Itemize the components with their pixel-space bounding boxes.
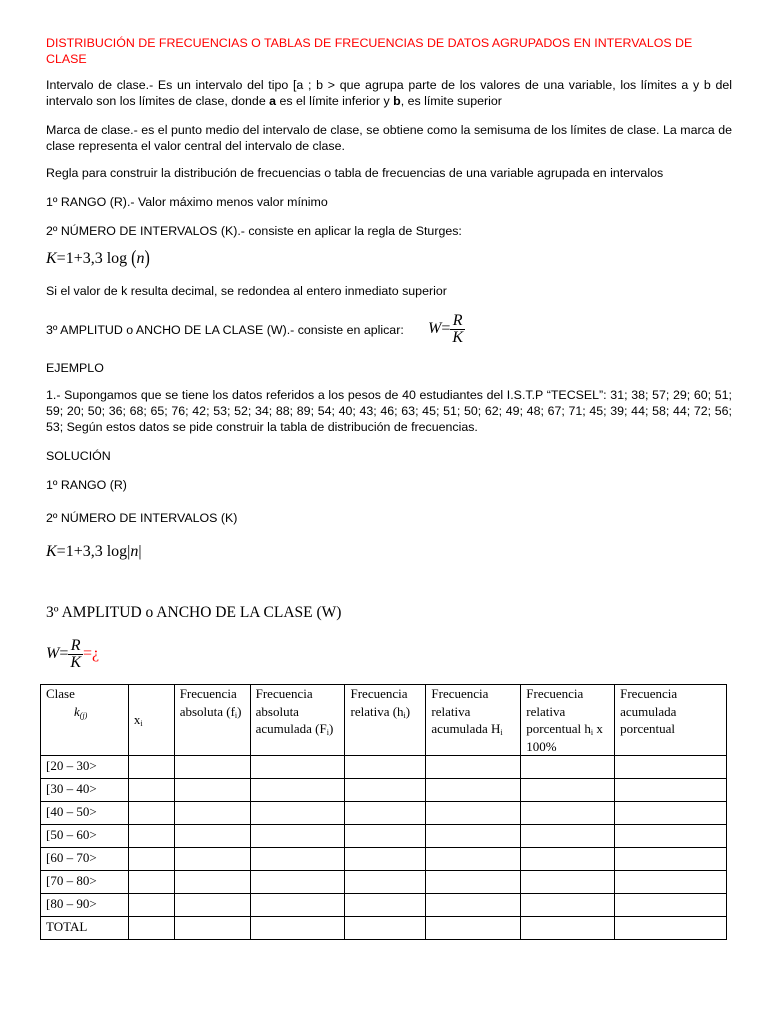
cell: [615, 802, 727, 825]
cell: [174, 756, 250, 779]
formula-fraction: [68, 638, 83, 671]
cell: [426, 825, 521, 848]
solucion-rango: 1º RANGO (R): [46, 478, 127, 492]
cell: [345, 871, 426, 894]
solucion-intervalos: 2º NÚMERO DE INTERVALOS (K): [46, 511, 238, 525]
frequency-table: [40, 684, 727, 940]
formula-tail: =¿: [83, 645, 100, 663]
problema-paragraph: 1.- Supongamos que se tiene los datos referidos a los pesos de 40 estudiantes del I.S.T.P “TECSEL”: 31; 38; 57; 29; 60; 51; 59; 20; 50; 36; 68; 65; 76; 42; 53; 52; 34; 88; 89; 54; 40; 43; 46; 63; 45; 51; 50; 62; 49; 48; 67; 71; 45; 39; 44; 58; 44; 72; 56; 53; Según estos datos se pide construir la tabla de distribución de frecuencias.: [46, 388, 732, 434]
cell: [174, 871, 250, 894]
cell: [426, 871, 521, 894]
limite-b: b: [393, 94, 401, 108]
cell: [521, 825, 615, 848]
cell: [128, 779, 174, 802]
cell: [615, 779, 727, 802]
cell: [128, 825, 174, 848]
formula-w: W: [428, 320, 442, 338]
cell: [128, 917, 174, 940]
cell: [521, 848, 615, 871]
cell: [521, 802, 615, 825]
table-row-total: [41, 917, 727, 940]
cell: [426, 917, 521, 940]
cell: [615, 894, 727, 917]
cell: [426, 756, 521, 779]
cell: [426, 779, 521, 802]
table-row: [41, 756, 727, 779]
header-frecuencia-absoluta-acumulada: [250, 685, 345, 756]
cell: [174, 825, 250, 848]
intervalo-text: Intervalo de clase.- Es un intervalo del tipo [a ; b > que agrupa parte de los valores de una variable, los límites a y b del intervalo son los límites de clase, donde: [46, 78, 732, 108]
cell: [345, 848, 426, 871]
sturges-formula-2: K=1+3,3 log|n|: [46, 543, 142, 560]
redondeo-note: Si el valor de k resulta decimal, se redondea al entero inmediato superior: [46, 284, 447, 298]
cell: [250, 825, 345, 848]
formula-fraction: [450, 313, 465, 346]
row-total-label: TOTAL: [41, 917, 129, 940]
row-clase: [20 – 30>: [41, 756, 129, 779]
cell: [174, 779, 250, 802]
cell: [250, 848, 345, 871]
header-fa-label: Frecuencia absoluta (f: [179, 686, 237, 719]
intervalo-paragraph: [46, 77, 732, 109]
cell: [174, 894, 250, 917]
header-frp-end: x 100%: [526, 721, 603, 754]
cell: [250, 756, 345, 779]
cell: [426, 848, 521, 871]
header-k-sub: (j): [79, 710, 88, 720]
cell: [345, 779, 426, 802]
row-clase: [40 – 50>: [41, 802, 129, 825]
cell: [250, 894, 345, 917]
formula-n: n: [130, 543, 139, 560]
limite-a: a: [269, 94, 277, 108]
formula-w: W: [46, 645, 60, 663]
header-k: k: [74, 703, 80, 719]
header-fap-label: Frecuencia acumulada porcentual: [620, 686, 678, 736]
cell: [128, 802, 174, 825]
formula-n: n: [136, 250, 145, 267]
cell: [521, 779, 615, 802]
table-header-row: [41, 685, 727, 756]
cell: [521, 756, 615, 779]
paso-amplitud: 3º AMPLITUD o ANCHO DE LA CLASE (W).- consiste en aplicar:: [46, 323, 404, 337]
cell: [521, 871, 615, 894]
header-clase-k: [46, 704, 87, 719]
cell: [250, 917, 345, 940]
header-fr-label: Frecuencia relativa (h: [350, 686, 408, 719]
table-row: [41, 779, 727, 802]
header-frp-sub: i: [590, 728, 594, 737]
header-fra-sub: i: [500, 728, 503, 737]
cell: [615, 917, 727, 940]
formula-w-eq: =: [441, 320, 451, 338]
amplitud-formula-2: [46, 638, 99, 671]
fraction-numerator: R: [68, 638, 83, 655]
solucion-amplitud: 3º AMPLITUD o ANCHO DE LA CLASE (W): [46, 604, 342, 621]
table-row: [41, 894, 727, 917]
header-xi: [128, 685, 174, 756]
fraction-denominator: K: [70, 654, 82, 671]
intervalo-text-end: , es límite superior: [400, 94, 502, 108]
header-fr-sub: i: [403, 710, 406, 720]
cell: [521, 917, 615, 940]
formula-k: K: [46, 543, 57, 560]
header-frecuencia-relativa-porcentual: [521, 685, 615, 756]
paso-intervalos: 2º NÚMERO DE INTERVALOS (K).- consiste en aplicar la regla de Sturges:: [46, 224, 462, 238]
cell: [426, 894, 521, 917]
table-row: [41, 825, 727, 848]
header-frp-label: Frecuencia relativa porcentual h: [526, 686, 591, 736]
table-row: [41, 871, 727, 894]
header-xi-sub: i: [140, 719, 143, 729]
header-frecuencia-relativa-acumulada: [426, 685, 521, 756]
document-title: DISTRIBUCIÓN DE FRECUENCIAS O TABLAS DE FRECUENCIAS DE DATOS AGRUPADOS EN INTERVALOS DE CLASE: [46, 36, 693, 66]
header-xi-label: x: [133, 712, 141, 728]
amplitud-formula: [428, 313, 465, 346]
cell: [615, 825, 727, 848]
cell: [128, 894, 174, 917]
header-fra-label: Frecuencia relativa acumulada H: [431, 686, 501, 736]
cell: [250, 802, 345, 825]
row-clase: [50 – 60>: [41, 825, 129, 848]
header-fa-end: ): [237, 703, 242, 719]
ejemplo-heading: EJEMPLO: [46, 361, 104, 375]
cell: [615, 848, 727, 871]
header-fa-sub: i: [234, 710, 238, 720]
cell: [426, 802, 521, 825]
marca-paragraph: Marca de clase.- es el punto medio del intervalo de clase, se obtiene como la semisuma de los límites de clase. La marca de clase representa el valor central del intervalo de clase.: [46, 123, 732, 153]
header-frecuencia-acumulada-porcentual: [615, 685, 727, 756]
header-clase-label: Clase: [46, 686, 75, 701]
header-faa-end: ): [328, 721, 334, 736]
row-clase: [80 – 90>: [41, 894, 129, 917]
cell: [345, 894, 426, 917]
regla-paragraph: Regla para construir la distribución de frecuencias o tabla de frecuencias de una variable agrupada en intervalos: [46, 166, 664, 180]
solucion-heading: SOLUCIÓN: [46, 449, 111, 463]
cell: [128, 756, 174, 779]
header-faa-sub: i: [326, 728, 329, 737]
fraction-numerator: R: [450, 313, 465, 330]
cell: [174, 917, 250, 940]
row-clase: [60 – 70>: [41, 848, 129, 871]
header-clase: [41, 685, 129, 756]
formula-k: K: [46, 250, 57, 267]
header-frecuencia-relativa: [345, 685, 426, 756]
formula-w-eq: =: [59, 645, 69, 663]
cell: [250, 779, 345, 802]
header-faa-label: Frecuencia absoluta acumulada (F: [255, 686, 327, 736]
row-clase: [70 – 80>: [41, 871, 129, 894]
header-frecuencia-absoluta: [174, 685, 250, 756]
cell: [174, 848, 250, 871]
cell: [345, 825, 426, 848]
row-clase: [30 – 40>: [41, 779, 129, 802]
cell: [345, 802, 426, 825]
sturges-formula: K=1+3,3 log (n): [46, 247, 150, 269]
formula-k-expr: =1+3,3 log: [56, 250, 128, 267]
cell: [174, 802, 250, 825]
cell: [345, 756, 426, 779]
cell: [345, 917, 426, 940]
cell: [615, 756, 727, 779]
table-row: [41, 802, 727, 825]
header-fr-end: ): [405, 703, 411, 719]
table-row: [41, 848, 727, 871]
formula-k-expr: =1+3,3 log: [56, 543, 128, 560]
fraction-denominator: K: [452, 329, 464, 346]
cell: [615, 871, 727, 894]
intervalo-text-middle: es el límite inferior y: [276, 94, 394, 108]
cell: [128, 848, 174, 871]
cell: [250, 871, 345, 894]
cell: [521, 894, 615, 917]
cell: [128, 871, 174, 894]
paso-rango: 1º RANGO (R).- Valor máximo menos valor mínimo: [46, 195, 328, 209]
